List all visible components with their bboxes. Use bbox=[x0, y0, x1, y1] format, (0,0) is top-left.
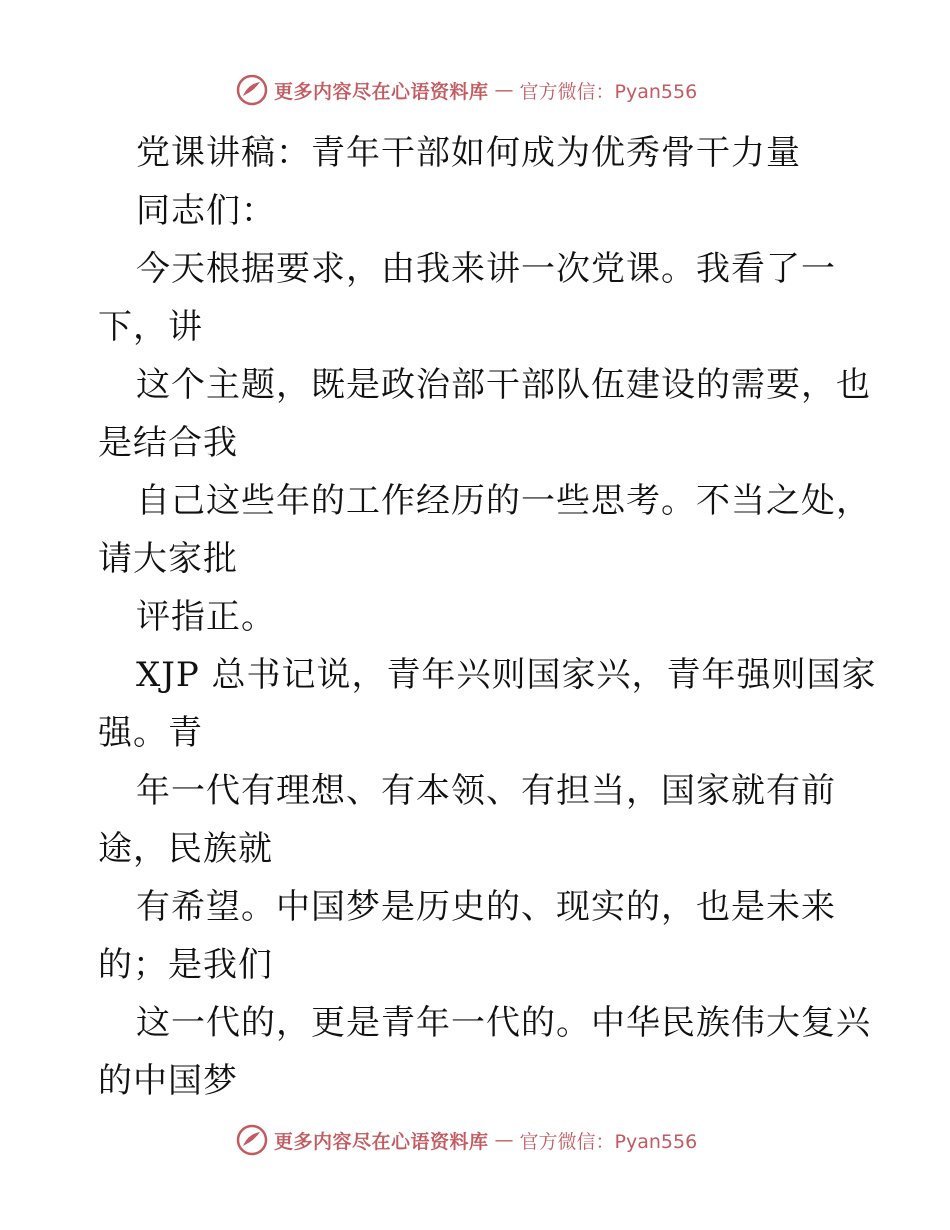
document-title: 党课讲稿：青年干部如何成为优秀骨干力量 bbox=[136, 133, 801, 173]
paragraph-line: 是结合我 bbox=[98, 423, 238, 463]
watermark-separator: — bbox=[494, 1129, 514, 1151]
paragraph-line: 下，讲 bbox=[98, 307, 203, 347]
paragraph-line: 途，民族就 bbox=[98, 829, 273, 869]
paragraph-line: 今天根据要求，由我来讲一次党课。我看了一 bbox=[136, 249, 836, 289]
paragraph-line: XJP 总书记说，青年兴则国家兴，青年强则国家 bbox=[136, 655, 877, 695]
paragraph-line: 评指正。 bbox=[136, 597, 276, 637]
paragraph-line: 的中国梦 bbox=[98, 1061, 238, 1101]
paragraph-line: 强。青 bbox=[98, 713, 203, 753]
salutation: 同志们： bbox=[136, 191, 276, 231]
paragraph-line: 这一代的，更是青年一代的。中华民族伟大复兴 bbox=[136, 1003, 871, 1043]
paragraph-line: 这个主题，既是政治部干部队伍建设的需要，也 bbox=[136, 365, 871, 405]
watermark-logo-icon bbox=[236, 1124, 268, 1156]
paragraph-line: 自己这些年的工作经历的一些思考。不当之处， bbox=[136, 481, 871, 521]
watermark-text: 更多内容尽在心语资料库 bbox=[274, 80, 489, 103]
watermark-text: 更多内容尽在心语资料库 bbox=[274, 1130, 489, 1153]
paragraph-line: 的；是我们 bbox=[98, 945, 273, 985]
watermark-footer bbox=[236, 1123, 716, 1157]
watermark-official: 官方微信：Pyan556 bbox=[519, 1130, 698, 1153]
watermark-official: 官方微信：Pyan556 bbox=[519, 80, 698, 103]
watermark-logo-icon bbox=[236, 74, 268, 106]
watermark-separator: — bbox=[494, 79, 514, 101]
document-body bbox=[98, 124, 877, 1110]
watermark-header bbox=[236, 73, 716, 107]
paragraph-line: 有希望。中国梦是历史的、现实的，也是未来 bbox=[136, 887, 836, 927]
paragraph-line: 请大家批 bbox=[98, 539, 238, 579]
paragraph-line: 年一代有理想、有本领、有担当，国家就有前 bbox=[136, 771, 836, 811]
